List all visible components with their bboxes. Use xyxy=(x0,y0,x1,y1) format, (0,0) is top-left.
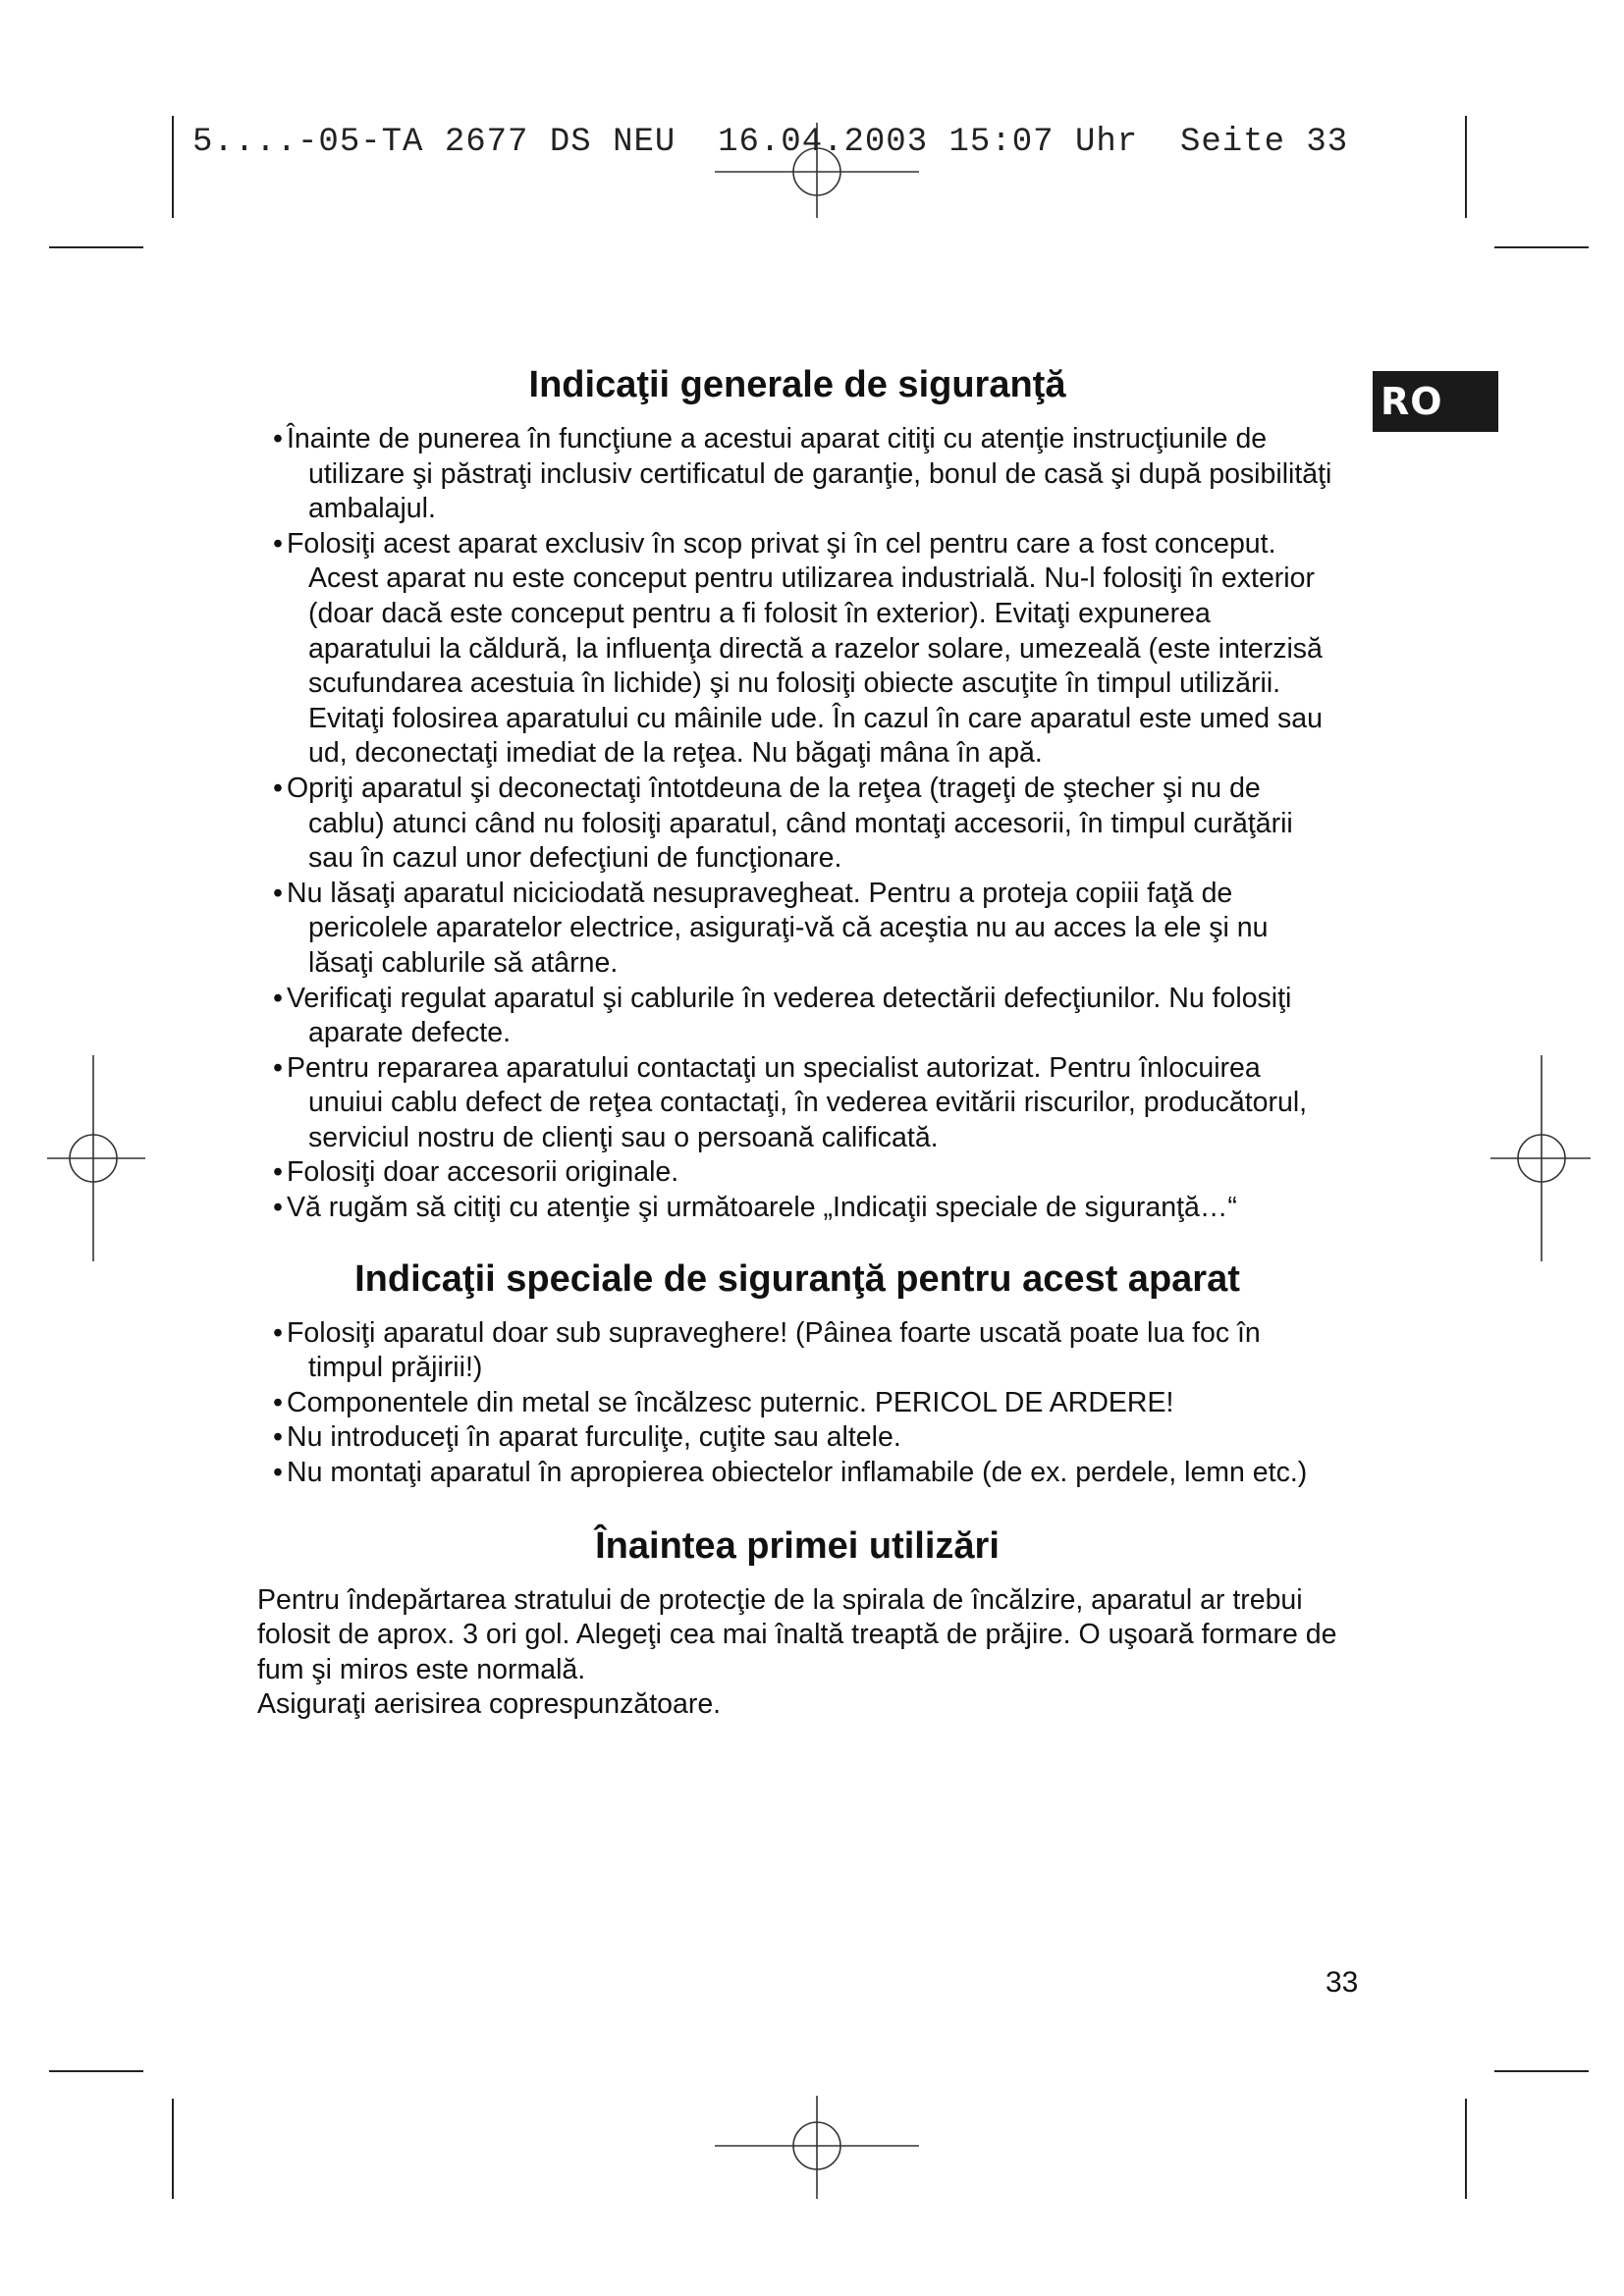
language-tab: RO xyxy=(1373,371,1498,432)
list-item: • Folosiţi acest aparat exclusiv în scop privat şi în cel pentru care a fost conceput. Acest aparat nu este conceput pentru utilizarea industrială. Nu-l folosiţi în exterior (doar dacă este conceput pentru a fi folosit în exterior). Evitaţi expunerea aparatului la căldură, la influenţa directă a razelor solare, umezeală (este interzisă scufundarea acestuia în lichide) şi nu folosiţi obiecte ascuţite în timpul utilizării. Evitaţi folosirea aparatului cu mâinile ude. În cazul în care aparatul este umed sau ud, deconectaţi imediat de la reţea. Nu băgaţi mâna în apă. xyxy=(257,527,1337,772)
print-slug: 5....-05-TA 2677 DS NEU 16.04.2003 15:07 Uhr Seite 33 xyxy=(192,124,1349,161)
first-use-note: Asiguraţi aerisirea coprespunzătoare. xyxy=(257,1688,722,1721)
list-item: • Opriţi aparatul şi deconectaţi întotdeuna de la reţea (trageţi de ştecher şi nu de cablu) atunci când nu folosiţi aparatul, când montaţi accesorii, în timpul curăţării sau în cazul unor defecţiuni de funcţionare. xyxy=(257,772,1337,877)
list-item: • Componentele din metal se încălzesc puternic. PERICOL DE ARDERE! xyxy=(257,1386,1337,1421)
special-safety-heading: Indicaţii speciale de siguranţă pentru acest aparat xyxy=(354,1257,1240,1300)
first-use-heading: Înaintea primei utilizări xyxy=(595,1524,1000,1567)
general-safety-list xyxy=(257,422,1337,1226)
page-number: 33 xyxy=(1326,1966,1359,1999)
special-safety-list xyxy=(257,1316,1337,1491)
general-safety-heading: Indicaţii generale de siguranţă xyxy=(528,364,1066,405)
list-item: • Nu lăsaţi aparatul niciciodată nesupravegheat. Pentru a proteja copiii faţă de pericolele aparatelor electrice, asiguraţi-vă că aceştia nu au acces la ele şi nu lăsaţi cablurile să atârne. xyxy=(257,877,1337,982)
list-item: • Nu introduceţi în aparat furculiţe, cuţite sau altele. xyxy=(257,1420,1337,1456)
list-item: • Nu montaţi aparatul în apropierea obiectelor inflamabile (de ex. perdele, lemn etc.) xyxy=(257,1456,1337,1491)
list-item: • Înainte de punerea în funcţiune a acestui aparat citiţi cu atenţie instrucţiunile de utilizare şi păstraţi inclusiv certificatul de garanţie, bonul de casă şi după posibilităţi ambalajul. xyxy=(257,422,1337,527)
list-item: • Pentru repararea aparatului contactaţi un specialist autorizat. Pentru înlocuirea unuiui cablu defect de reţea contactaţi, în vederea evitării riscurilor, producătorul, serviciul nostru de clienţi sau o persoană calificată. xyxy=(257,1051,1337,1156)
first-use-paragraph: Pentru îndepărtarea stratului de protecţie de la spirala de încălzire, aparatul ar trebui folosit de aprox. 3 ori gol. Alegeţi cea mai înaltă treaptă de prăjire. O uşoară formare de fum şi miros este normală. xyxy=(257,1583,1337,1685)
main-content xyxy=(257,361,1337,1723)
list-item: • Folosiţi doar accesorii originale. xyxy=(257,1155,1337,1191)
list-item: • Folosiţi aparatul doar sub supraveghere! (Pâinea foarte uscată poate lua foc în timpul prăjirii!) xyxy=(257,1316,1337,1386)
list-item: • Vă rugăm să citiţi cu atenţie şi următoarele „Indicaţii speciale de siguranţă…“ xyxy=(257,1191,1337,1226)
list-item: • Verificaţi regulat aparatul şi cablurile în vederea detectării defecţiunilor. Nu folosiţi aparate defecte. xyxy=(257,982,1337,1051)
